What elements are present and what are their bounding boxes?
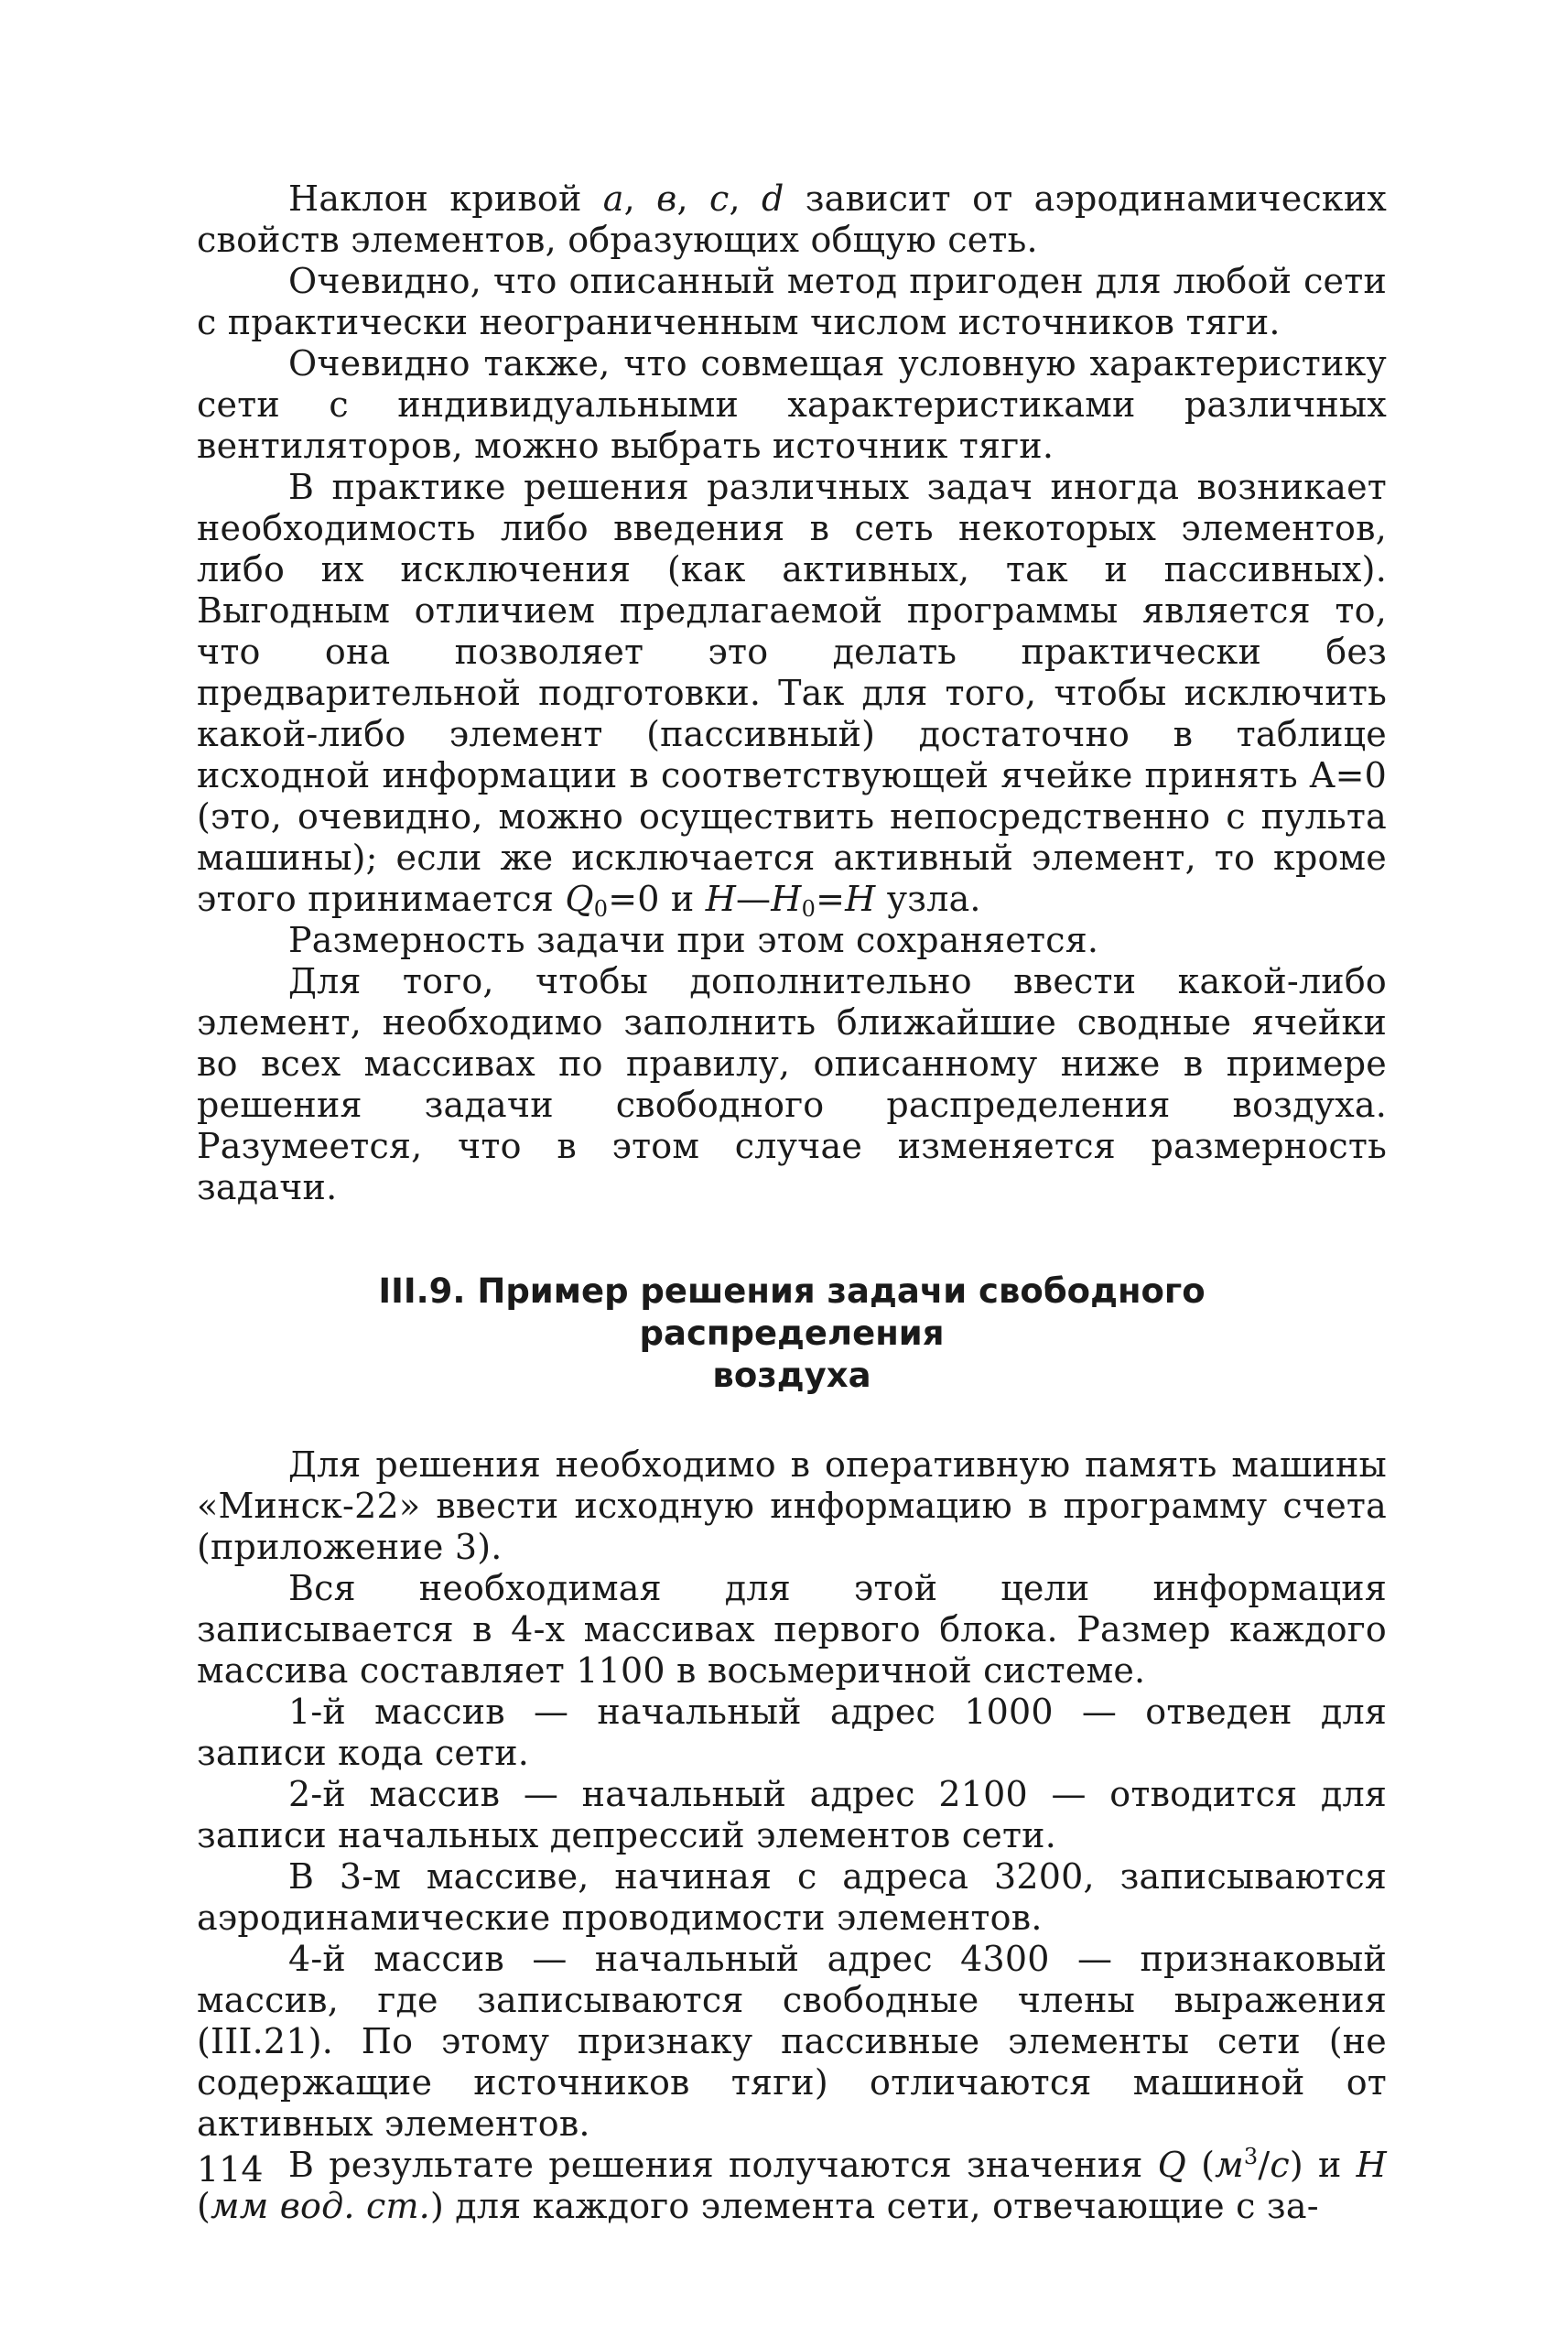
text-run: Наклон кривой xyxy=(288,178,603,219)
text-run: d xyxy=(761,178,784,219)
text-run: c xyxy=(708,178,730,219)
text-run: Размерность задачи при этом сохраняется. xyxy=(288,920,1099,960)
paragraph xyxy=(197,1444,1387,1568)
text-run: 0 xyxy=(593,896,609,922)
paragraph xyxy=(197,961,1387,1208)
text-run: H xyxy=(705,879,737,919)
section-heading-line-2: воздуха xyxy=(712,1356,871,1395)
text-run: мм вод. ст. xyxy=(211,2186,430,2226)
text-run: в xyxy=(656,178,677,219)
text-run: , xyxy=(729,178,762,219)
text-run: узла. xyxy=(875,879,981,919)
text-run: H xyxy=(771,879,802,919)
paragraphs-before xyxy=(197,178,1387,1208)
page-number: 114 xyxy=(197,2149,264,2190)
text-run: Для решения необходимо в оперативную память машины «Минск-22» ввести исходную информацию в программу счета (приложение 3). xyxy=(197,1444,1387,1567)
paragraph xyxy=(197,1856,1387,1939)
paragraph xyxy=(197,178,1387,261)
paragraph xyxy=(197,920,1387,961)
text-run: a xyxy=(602,178,624,219)
text-run: Q xyxy=(565,879,594,919)
text-run: ) для каждого элемента сети, отвечающие с за- xyxy=(429,2186,1319,2226)
text-run: Q xyxy=(1157,2145,1187,2185)
paragraph xyxy=(197,1939,1387,2145)
text-run: Вся необходимая для этой цели информация записывается в 4-х массивах первого блока. Размер каждого массива составляет 1100 в восьмеричной системе. xyxy=(197,1568,1387,1691)
text-run: 2-й массив — начальный адрес 2100 — отводится для записи начальных депрессий элементов сети. xyxy=(197,1774,1387,1855)
text-run: =0 и xyxy=(608,879,706,919)
text-run: H xyxy=(1356,2145,1387,2185)
paragraph xyxy=(197,1774,1387,1856)
text-run: ) и xyxy=(1289,2145,1357,2185)
paragraph xyxy=(197,2145,1387,2227)
text-run: ( xyxy=(1186,2145,1216,2185)
text-run: В результате решения получаются значения xyxy=(288,2145,1158,2185)
text-run: / xyxy=(1258,2145,1271,2185)
text-run: В 3-м массиве, начиная с адреса 3200, записываются аэродинамические проводимости элементов. xyxy=(197,1856,1387,1938)
paragraph xyxy=(197,467,1387,920)
text-run: 3 xyxy=(1243,2144,1259,2169)
paragraph xyxy=(197,1568,1387,1692)
text-run: H xyxy=(845,879,876,919)
text-run: 4-й массив — начальный адрес 4300 — признаковый массив, где записываются свободные члены выражения (III.21). По этому признаку пассивные элементы сети (не содержащие источников тяги) отличаются машиной от активных элементов. xyxy=(197,1939,1387,2144)
text-run: В практике решения различных задач иногда возникает необходимость либо введения в сеть некоторых элементов, либо их исключения (как активных, так и пассивных). Выгодным отличием предлагаемой программы является то, что она позволяет это делать практически без предварительной подготовки. Так для того, чтобы исключить какой-либо элемент (пассивный) достаточно в таблице исходной информации в соответствующей ячейке принять A=0 (это, очевидно, можно осуществить непосредственно с пульта машины); если же исключается активный элемент, то кроме этого принимается xyxy=(197,467,1387,919)
text-run: Для того, чтобы дополнительно ввести какой-либо элемент, необходимо заполнить ближайшие сводные ячейки во всех массивах по правилу, описанному ниже в примере решения задачи свободного распределения воздуха. Разумеется, что в этом случае изменяется размерность задачи. xyxy=(197,961,1387,1207)
section-heading xyxy=(197,1271,1387,1397)
paragraph xyxy=(197,343,1387,467)
text-run: м xyxy=(1215,2145,1244,2185)
text-run: с xyxy=(1270,2145,1290,2185)
text-run: = xyxy=(816,879,846,919)
paragraphs-after xyxy=(197,1444,1387,2227)
text-run: 0 xyxy=(801,896,816,922)
paragraph xyxy=(197,261,1387,343)
page-body xyxy=(197,178,1387,2227)
text-run: , xyxy=(623,178,657,219)
paragraph xyxy=(197,1692,1387,1774)
text-run: — xyxy=(736,879,772,919)
text-run: Очевидно, что описанный метод пригоден для любой сети с практически неограниченным числом источников тяги. xyxy=(197,261,1387,342)
section-heading-line-1: III.9. Пример решения задачи свободного распределения xyxy=(378,1271,1206,1353)
text-run: Очевидно также, что совмещая условную характеристику сети с индивидуальными характеристиками различных вентиляторов, можно выбрать источник тяги. xyxy=(197,343,1387,466)
text-run: , xyxy=(676,178,709,219)
text-run: ( xyxy=(197,2186,211,2226)
text-run: 1-й массив — начальный адрес 1000 — отведен для записи кода сети. xyxy=(197,1692,1387,1773)
text-run: зависит от аэродинамических свойств элементов, образующих общую сеть. xyxy=(197,178,1387,260)
